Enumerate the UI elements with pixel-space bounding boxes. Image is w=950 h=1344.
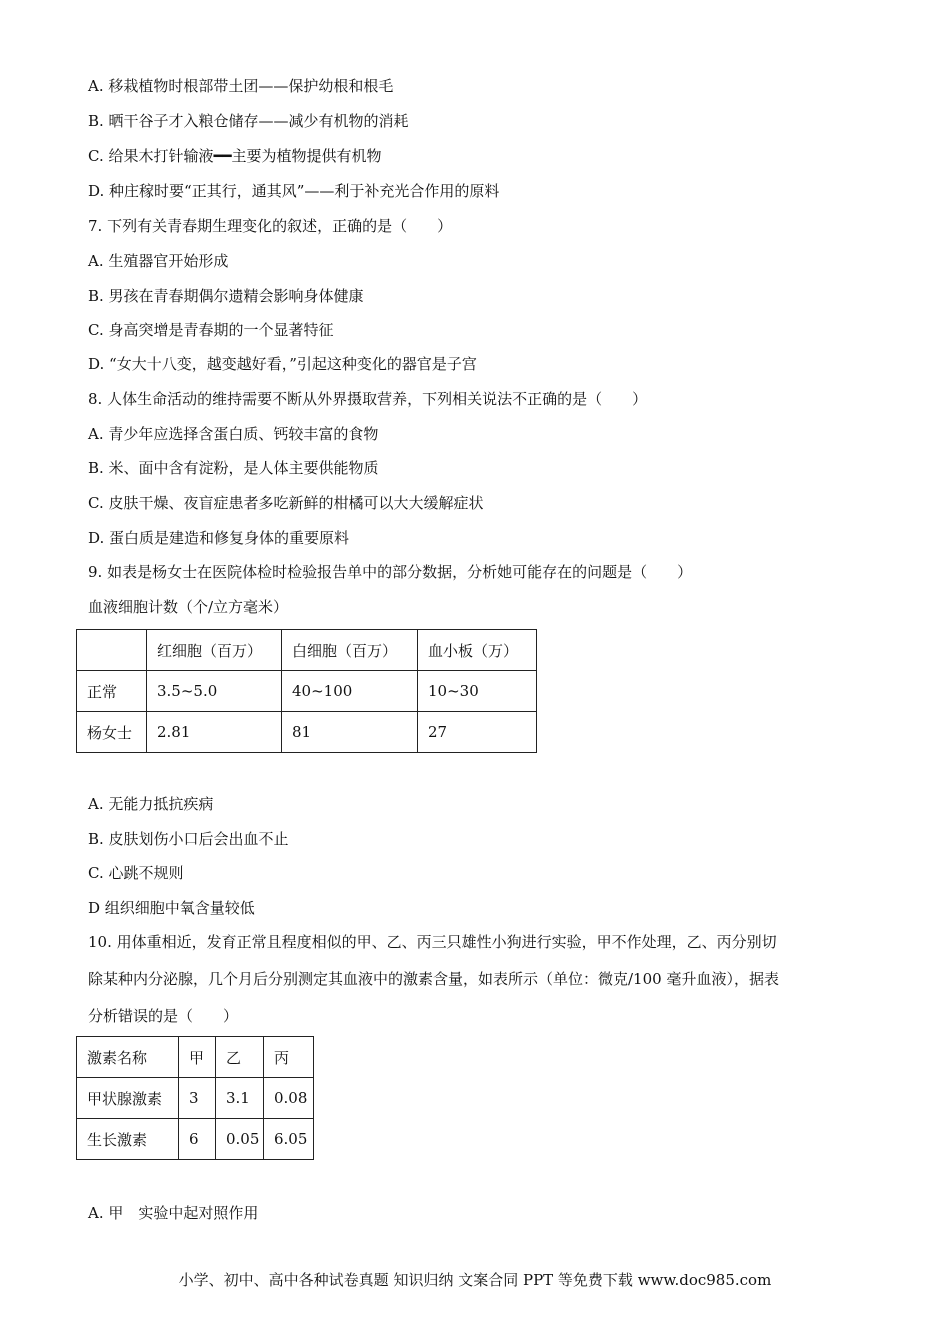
table-cell: 激素名称 xyxy=(77,1037,179,1078)
table-header-row xyxy=(77,1037,314,1078)
table-cell: 白细胞（百万） xyxy=(282,630,418,671)
table-cell xyxy=(77,630,147,671)
table-cell: 生长激素 xyxy=(77,1119,179,1160)
q8-option-a: A. 青少年应选择含蛋白质、钙较丰富的食物 xyxy=(88,425,379,443)
q8-option-b: B. 米、面中含有淀粉，是人体主要供能物质 xyxy=(88,459,379,477)
table-cell: 甲状腺激素 xyxy=(77,1078,179,1119)
q6-option-d: D. 种庄稼时要“正其行，通其风”——利于补充光合作用的原料 xyxy=(88,182,500,200)
table-cell: 3.1 xyxy=(216,1078,264,1119)
q10-stem-line-2: 除某种内分泌腺，几个月后分别测定其血液中的激素含量，如表所示（单位：微克/100 毫升血液），据表 xyxy=(88,970,779,988)
q9-table-caption: 血液细胞计数（个/立方毫米） xyxy=(88,598,289,616)
q10-option-a: A. 甲 实验中起对照作用 xyxy=(88,1204,259,1222)
q9-option-c: C. 心跳不规则 xyxy=(88,864,184,882)
table-cell: 0.05 xyxy=(216,1119,264,1160)
q7-option-c: C. 身高突增是青春期的一个显著特征 xyxy=(88,321,334,339)
q6-option-b: B. 晒干谷子才入粮仓储存——减少有机物的消耗 xyxy=(88,112,409,130)
table-row xyxy=(77,712,537,753)
table-cell: 40~100 xyxy=(282,671,418,712)
q10-stem-line-1: 10. 用体重相近，发育正常且程度相似的甲、乙、丙三只雄性小狗进行实验，甲不作处理，乙、丙分别切 xyxy=(88,933,777,951)
q9-option-a: A. 无能力抵抗疾病 xyxy=(88,795,214,813)
table-row xyxy=(77,1119,314,1160)
table-cell: 27 xyxy=(418,712,537,753)
q9-option-d: D 组织细胞中氧含量较低 xyxy=(88,899,255,917)
q7-option-b: B. 男孩在青春期偶尔遗精会影响身体健康 xyxy=(88,287,364,305)
table-header-row xyxy=(77,630,537,671)
q6-option-c: C. 给果木打针输液━━主要为植物提供有机物 xyxy=(88,147,382,165)
q7-stem: 7. 下列有关青春期生理变化的叙述，正确的是（ ） xyxy=(88,217,453,235)
table-cell: 6.05 xyxy=(264,1119,314,1160)
blood-count-table xyxy=(76,629,537,753)
table-cell: 10~30 xyxy=(418,671,537,712)
table-cell: 2.81 xyxy=(147,712,282,753)
table-cell: 正常 xyxy=(77,671,147,712)
table-cell: 3 xyxy=(179,1078,216,1119)
hormone-table xyxy=(76,1036,314,1160)
table-cell: 红细胞（百万） xyxy=(147,630,282,671)
table-cell: 81 xyxy=(282,712,418,753)
q8-option-d: D. 蛋白质是建造和修复身体的重要原料 xyxy=(88,529,350,547)
table-cell: 杨女士 xyxy=(77,712,147,753)
table-cell: 血小板（万） xyxy=(418,630,537,671)
table-cell: 甲 xyxy=(179,1037,216,1078)
table-cell: 0.08 xyxy=(264,1078,314,1119)
q8-stem: 8. 人体生命活动的维持需要不断从外界摄取营养，下列相关说法不正确的是（ ） xyxy=(88,390,648,408)
page-footer: 小学、初中、高中各种试卷真题 知识归纳 文案合同 PPT 等免费下载 www.doc985.com xyxy=(178,1271,772,1289)
q9-option-b: B. 皮肤划伤小口后会出血不止 xyxy=(88,830,289,848)
table-cell: 6 xyxy=(179,1119,216,1160)
q8-option-c: C. 皮肤干燥、夜盲症患者多吃新鲜的柑橘可以大大缓解症状 xyxy=(88,494,484,512)
q7-option-a: A. 生殖器官开始形成 xyxy=(88,252,229,270)
table-row xyxy=(77,671,537,712)
q6-option-a: A. 移栽植物时根部带土团——保护幼根和根毛 xyxy=(88,77,394,95)
table-cell: 乙 xyxy=(216,1037,264,1078)
table-cell: 3.5~5.0 xyxy=(147,671,282,712)
q10-stem-line-3: 分析错误的是（ ） xyxy=(88,1007,239,1025)
q9-stem: 9. 如表是杨女士在医院体检时检验报告单中的部分数据，分析她可能存在的问题是（ ） xyxy=(88,563,693,581)
q7-option-d: D. “女大十八变，越变越好看，”引起这种变化的器官是子宫 xyxy=(88,355,477,373)
table-cell: 丙 xyxy=(264,1037,314,1078)
table-row xyxy=(77,1078,314,1119)
